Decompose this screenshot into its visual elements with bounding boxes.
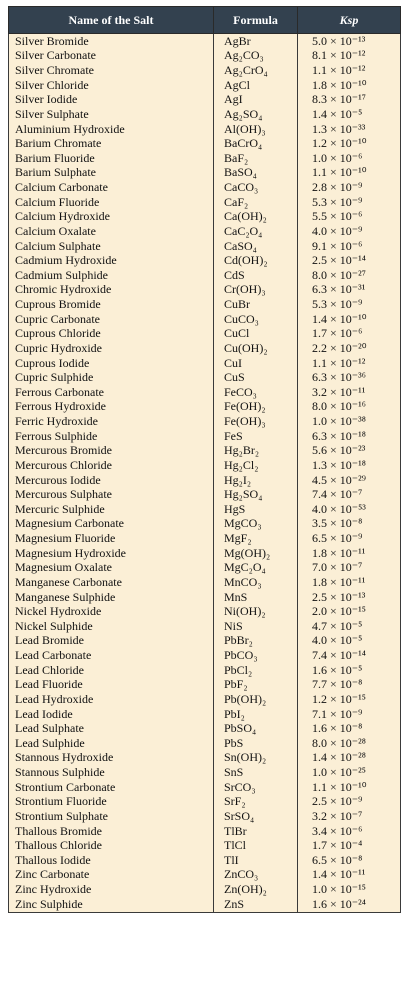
formula-cell: TlBr [214,824,298,839]
table-row [9,107,401,122]
ksp-table-container [8,6,400,913]
formula-cell: NiS [214,619,298,634]
table-row [9,180,401,195]
ksp-value-cell: 1.8 × 10⁻¹⁰ [298,78,401,93]
salt-name-cell: Mercurous Bromide [9,444,214,459]
salt-name-cell: Nickel Hydroxide [9,604,214,619]
ksp-value-cell: 5.3 × 10⁻⁹ [298,195,401,210]
ksp-value-cell: 7.7 × 10⁻⁸ [298,678,401,693]
ksp-value-cell: 5.5 × 10⁻⁶ [298,210,401,225]
ksp-value-cell: 1.1 × 10⁻¹² [298,63,401,78]
ksp-value-cell: 7.1 × 10⁻⁹ [298,707,401,722]
table-row [9,634,401,649]
formula-cell: PbI₂ [214,707,298,722]
ksp-value-cell: 1.1 × 10⁻¹⁰ [298,780,401,795]
table-row [9,385,401,400]
ksp-value-cell: 7.4 × 10⁻¹⁴ [298,648,401,663]
formula-cell: BaSO₄ [214,166,298,181]
table-row [9,692,401,707]
formula-cell: Zn(OH)₂ [214,882,298,897]
table-row [9,882,401,897]
table-row [9,429,401,444]
formula-cell: TlI [214,853,298,868]
ksp-value-cell: 1.4 × 10⁻¹¹ [298,868,401,883]
salt-name-cell: Thallous Bromide [9,824,214,839]
formula-cell: MnS [214,590,298,605]
formula-cell: Ag₂CrO₄ [214,63,298,78]
salt-name-cell: Lead Iodide [9,707,214,722]
table-row [9,648,401,663]
table-row [9,678,401,693]
table-row [9,619,401,634]
salt-name-cell: Lead Sulphate [9,721,214,736]
formula-cell: PbCl₂ [214,663,298,678]
formula-cell: SnS [214,765,298,780]
salt-name-cell: Calcium Oxalate [9,224,214,239]
ksp-value-cell: 1.1 × 10⁻¹² [298,356,401,371]
table-row [9,824,401,839]
formula-cell: MnCO₃ [214,575,298,590]
ksp-value-cell: 7.4 × 10⁻⁷ [298,487,401,502]
salt-name-cell: Strontium Carbonate [9,780,214,795]
formula-cell: Hg₂Br₂ [214,444,298,459]
table-row [9,253,401,268]
salt-name-cell: Cuprous Chloride [9,327,214,342]
ksp-value-cell: 1.0 × 10⁻³⁸ [298,414,401,429]
salt-name-cell: Zinc Carbonate [9,868,214,883]
salt-name-cell: Silver Iodide [9,93,214,108]
formula-cell: HgS [214,502,298,517]
formula-cell: Pb(OH)₂ [214,692,298,707]
formula-cell: ZnS [214,897,298,912]
formula-cell: Sn(OH)₂ [214,751,298,766]
salt-name-cell: Ferrous Hydroxide [9,400,214,415]
table-row [9,312,401,327]
table-row [9,663,401,678]
formula-cell: Cr(OH)₃ [214,283,298,298]
ksp-value-cell: 2.5 × 10⁻⁹ [298,795,401,810]
salt-name-cell: Lead Chloride [9,663,214,678]
salt-name-cell: Manganese Sulphide [9,590,214,605]
table-row [9,63,401,78]
table-row [9,707,401,722]
table-row [9,327,401,342]
salt-name-cell: Nickel Sulphide [9,619,214,634]
ksp-value-cell: 2.2 × 10⁻²⁰ [298,341,401,356]
salt-name-cell: Lead Bromide [9,634,214,649]
table-row [9,473,401,488]
table-row [9,166,401,181]
salt-name-cell: Chromic Hydroxide [9,283,214,298]
salt-name-cell: Magnesium Carbonate [9,517,214,532]
table-row [9,268,401,283]
salt-name-cell: Cupric Hydroxide [9,341,214,356]
formula-cell: CaSO₄ [214,239,298,254]
ksp-value-cell: 6.3 × 10⁻³¹ [298,283,401,298]
ksp-value-cell: 8.0 × 10⁻²⁷ [298,268,401,283]
formula-cell: PbF₂ [214,678,298,693]
table-row [9,444,401,459]
table-row [9,122,401,137]
salt-name-cell: Ferrous Sulphide [9,429,214,444]
ksp-value-cell: 3.2 × 10⁻⁷ [298,809,401,824]
ksp-value-cell: 1.7 × 10⁻⁴ [298,838,401,853]
ksp-value-cell: 1.7 × 10⁻⁶ [298,327,401,342]
ksp-value-cell: 4.5 × 10⁻²⁹ [298,473,401,488]
ksp-value-cell: 1.3 × 10⁻³³ [298,122,401,137]
ksp-value-cell: 4.0 × 10⁻⁵ [298,634,401,649]
formula-cell: AgCl [214,78,298,93]
ksp-value-cell: 4.0 × 10⁻⁵³ [298,502,401,517]
table-row [9,136,401,151]
table-row [9,458,401,473]
ksp-value-cell: 4.0 × 10⁻⁹ [298,224,401,239]
salt-name-cell: Cadmium Sulphide [9,268,214,283]
formula-cell: Fe(OH)₃ [214,414,298,429]
salt-name-cell: Cuprous Bromide [9,297,214,312]
table-row [9,531,401,546]
formula-cell: SrF₂ [214,795,298,810]
formula-cell: CaC₂O₄ [214,224,298,239]
salt-name-cell: Cuprous Iodide [9,356,214,371]
ksp-value-cell: 1.2 × 10⁻¹⁵ [298,692,401,707]
formula-cell: CaCO₃ [214,180,298,195]
formula-cell: Cu(OH)₂ [214,341,298,356]
salt-name-cell: Strontium Sulphate [9,809,214,824]
table-row [9,765,401,780]
table-body [9,34,401,913]
formula-cell: TlCl [214,838,298,853]
header-row [9,7,401,34]
table-row [9,341,401,356]
formula-cell: BaF₂ [214,151,298,166]
ksp-value-cell: 3.4 × 10⁻⁶ [298,824,401,839]
ksp-value-cell: 5.3 × 10⁻⁹ [298,297,401,312]
formula-cell: MgCO₃ [214,517,298,532]
formula-cell: SrSO₄ [214,809,298,824]
formula-cell: Al(OH)₃ [214,122,298,137]
salt-name-cell: Lead Sulphide [9,736,214,751]
formula-cell: CdS [214,268,298,283]
table-row [9,78,401,93]
table-row [9,517,401,532]
ksp-value-cell: 2.5 × 10⁻¹³ [298,590,401,605]
ksp-value-cell: 9.1 × 10⁻⁶ [298,239,401,254]
formula-cell: AgI [214,93,298,108]
salt-name-cell: Silver Bromide [9,34,214,49]
formula-cell: Mg(OH)₂ [214,546,298,561]
table-row [9,838,401,853]
formula-cell: CuS [214,370,298,385]
formula-cell: BaCrO₄ [214,136,298,151]
table-row [9,751,401,766]
header-ksp: Ksp [298,7,401,34]
salt-name-cell: Mercurous Sulphate [9,487,214,502]
table-row [9,283,401,298]
table-row [9,49,401,64]
salt-name-cell: Magnesium Oxalate [9,561,214,576]
salt-name-cell: Cadmium Hydroxide [9,253,214,268]
formula-cell: FeS [214,429,298,444]
ksp-value-cell: 1.6 × 10⁻⁵ [298,663,401,678]
table-row [9,780,401,795]
formula-cell: Ag₂SO₄ [214,107,298,122]
table-row [9,414,401,429]
salt-name-cell: Thallous Chloride [9,838,214,853]
salt-name-cell: Silver Chromate [9,63,214,78]
salt-name-cell: Zinc Sulphide [9,897,214,912]
formula-cell: Ni(OH)₂ [214,604,298,619]
ksp-value-cell: 1.4 × 10⁻²⁸ [298,751,401,766]
ksp-table [8,6,401,913]
table-row [9,370,401,385]
salt-name-cell: Aluminium Hydroxide [9,122,214,137]
table-row [9,224,401,239]
salt-name-cell: Mercuric Sulphide [9,502,214,517]
ksp-value-cell: 1.4 × 10⁻¹⁰ [298,312,401,327]
formula-cell: FeCO₃ [214,385,298,400]
ksp-value-cell: 7.0 × 10⁻⁷ [298,561,401,576]
ksp-value-cell: 5.0 × 10⁻¹³ [298,34,401,49]
salt-name-cell: Mercurous Iodide [9,473,214,488]
formula-cell: Ag₂CO₃ [214,49,298,64]
salt-name-cell: Calcium Sulphate [9,239,214,254]
formula-cell: Fe(OH)₂ [214,400,298,415]
formula-cell: CuI [214,356,298,371]
formula-cell: CuCl [214,327,298,342]
salt-name-cell: Stannous Hydroxide [9,751,214,766]
ksp-value-cell: 6.3 × 10⁻¹⁸ [298,429,401,444]
formula-cell: PbCO₃ [214,648,298,663]
ksp-value-cell: 1.6 × 10⁻²⁴ [298,897,401,912]
ksp-value-cell: 2.5 × 10⁻¹⁴ [298,253,401,268]
formula-cell: PbBr₂ [214,634,298,649]
ksp-value-cell: 1.4 × 10⁻⁵ [298,107,401,122]
salt-name-cell: Silver Sulphate [9,107,214,122]
table-row [9,736,401,751]
table-row [9,853,401,868]
salt-name-cell: Manganese Carbonate [9,575,214,590]
salt-name-cell: Magnesium Fluoride [9,531,214,546]
table-row [9,561,401,576]
header-name: Name of the Salt [9,7,214,34]
salt-name-cell: Barium Sulphate [9,166,214,181]
ksp-value-cell: 1.2 × 10⁻¹⁰ [298,136,401,151]
formula-cell: Hg₂SO₄ [214,487,298,502]
ksp-value-cell: 6.5 × 10⁻⁹ [298,531,401,546]
salt-name-cell: Barium Chromate [9,136,214,151]
ksp-value-cell: 6.5 × 10⁻⁸ [298,853,401,868]
ksp-value-cell: 8.1 × 10⁻¹² [298,49,401,64]
ksp-value-cell: 6.3 × 10⁻³⁶ [298,370,401,385]
table-row [9,400,401,415]
formula-cell: ZnCO₃ [214,868,298,883]
salt-name-cell: Barium Fluoride [9,151,214,166]
table-row [9,487,401,502]
table-row [9,546,401,561]
salt-name-cell: Lead Fluoride [9,678,214,693]
formula-cell: CaF₂ [214,195,298,210]
formula-cell: PbSO₄ [214,721,298,736]
ksp-value-cell: 1.6 × 10⁻⁸ [298,721,401,736]
table-row [9,195,401,210]
ksp-value-cell: 1.8 × 10⁻¹¹ [298,575,401,590]
ksp-value-cell: 1.3 × 10⁻¹⁸ [298,458,401,473]
ksp-value-cell: 8.3 × 10⁻¹⁷ [298,93,401,108]
formula-cell: PbS [214,736,298,751]
table-row [9,604,401,619]
table-row [9,93,401,108]
salt-name-cell: Lead Hydroxide [9,692,214,707]
ksp-value-cell: 4.7 × 10⁻⁵ [298,619,401,634]
salt-name-cell: Stannous Sulphide [9,765,214,780]
formula-cell: CuBr [214,297,298,312]
salt-name-cell: Lead Carbonate [9,648,214,663]
salt-name-cell: Cupric Carbonate [9,312,214,327]
ksp-value-cell: 1.1 × 10⁻¹⁰ [298,166,401,181]
table-row [9,590,401,605]
formula-cell: Hg₂Cl₂ [214,458,298,473]
table-row [9,575,401,590]
ksp-value-cell: 1.0 × 10⁻⁶ [298,151,401,166]
table-row [9,210,401,225]
formula-cell: MgC₂O₄ [214,561,298,576]
formula-cell: CuCO₃ [214,312,298,327]
table-row [9,151,401,166]
formula-cell: Ca(OH)₂ [214,210,298,225]
ksp-value-cell: 5.6 × 10⁻²³ [298,444,401,459]
formula-cell: MgF₂ [214,531,298,546]
table-row [9,809,401,824]
ksp-value-cell: 3.5 × 10⁻⁸ [298,517,401,532]
table-row [9,795,401,810]
salt-name-cell: Ferric Hydroxide [9,414,214,429]
table-row [9,502,401,517]
salt-name-cell: Calcium Carbonate [9,180,214,195]
salt-name-cell: Ferrous Carbonate [9,385,214,400]
table-row [9,34,401,49]
salt-name-cell: Zinc Hydroxide [9,882,214,897]
salt-name-cell: Cupric Sulphide [9,370,214,385]
table-row [9,239,401,254]
ksp-value-cell: 3.2 × 10⁻¹¹ [298,385,401,400]
ksp-value-cell: 1.0 × 10⁻²⁵ [298,765,401,780]
ksp-value-cell: 1.0 × 10⁻¹⁵ [298,882,401,897]
ksp-value-cell: 2.8 × 10⁻⁹ [298,180,401,195]
table-row [9,868,401,883]
ksp-value-cell: 2.0 × 10⁻¹⁵ [298,604,401,619]
salt-name-cell: Mercurous Chloride [9,458,214,473]
salt-name-cell: Calcium Hydroxide [9,210,214,225]
ksp-value-cell: 8.0 × 10⁻²⁸ [298,736,401,751]
salt-name-cell: Calcium Fluoride [9,195,214,210]
formula-cell: Hg₂I₂ [214,473,298,488]
ksp-value-cell: 8.0 × 10⁻¹⁶ [298,400,401,415]
header-formula: Formula [214,7,298,34]
table-row [9,721,401,736]
formula-cell: Cd(OH)₂ [214,253,298,268]
ksp-value-cell: 1.8 × 10⁻¹¹ [298,546,401,561]
salt-name-cell: Silver Chloride [9,78,214,93]
table-row [9,897,401,912]
formula-cell: SrCO₃ [214,780,298,795]
formula-cell: AgBr [214,34,298,49]
table-row [9,297,401,312]
table-row [9,356,401,371]
salt-name-cell: Silver Carbonate [9,49,214,64]
salt-name-cell: Strontium Fluoride [9,795,214,810]
salt-name-cell: Magnesium Hydroxide [9,546,214,561]
salt-name-cell: Thallous Iodide [9,853,214,868]
